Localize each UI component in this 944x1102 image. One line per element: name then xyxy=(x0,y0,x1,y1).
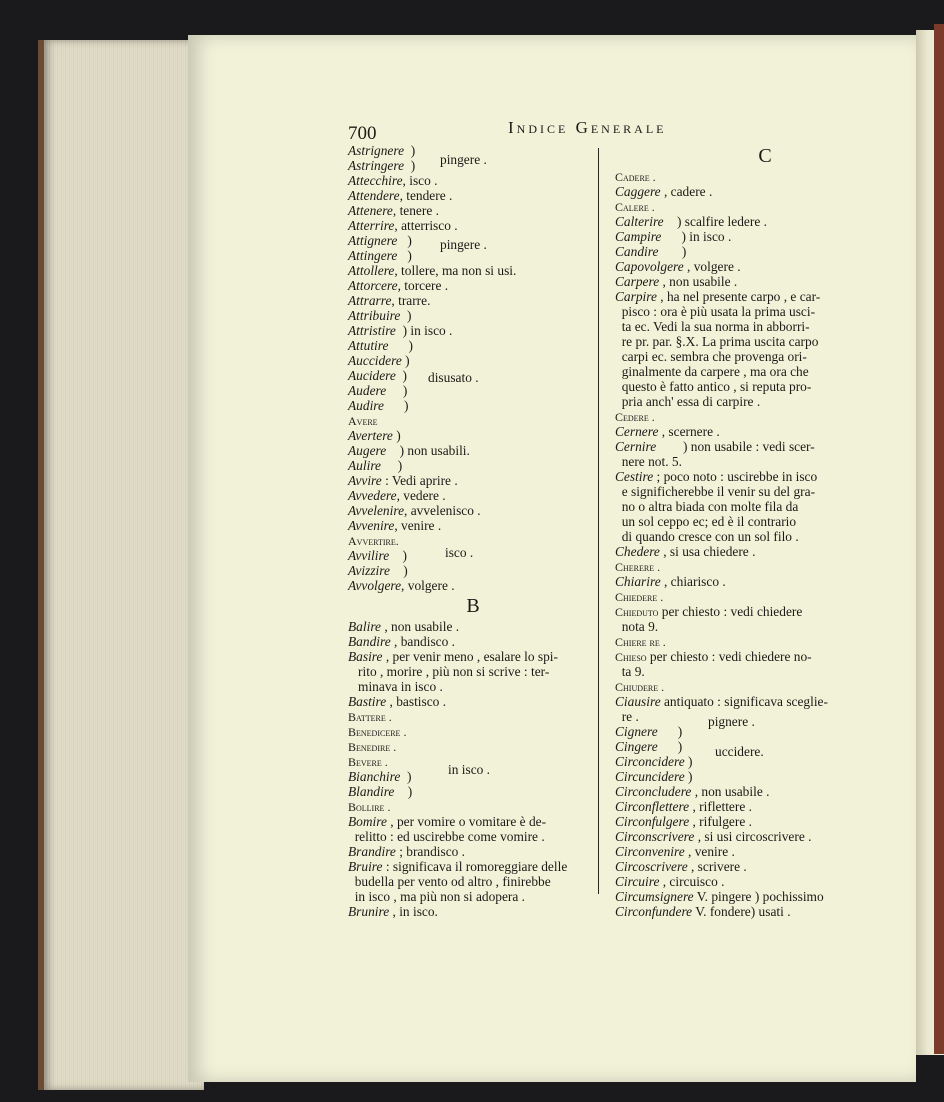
entry-gloss: ) non usabile : vedi scer- xyxy=(656,439,815,454)
entry-gloss: pisco : ora è più usata la prima usci- xyxy=(615,304,816,319)
index-entry xyxy=(348,323,598,338)
entry-headword: Attenere xyxy=(348,203,393,218)
index-entry xyxy=(348,473,598,488)
entry-headword: Cernire xyxy=(615,439,657,454)
brace-note: uccidere. xyxy=(715,744,764,759)
index-entry xyxy=(348,829,598,844)
entry-headword: Audere xyxy=(348,383,387,398)
index-entry xyxy=(348,904,598,919)
index-entry xyxy=(615,289,915,304)
entry-gloss: , atterrisco . xyxy=(394,218,458,233)
entry-headword: Bandire xyxy=(348,634,391,649)
entry-gloss: ; poco noto : uscirebbe in isco xyxy=(653,469,818,484)
entry-gloss: , cadere . xyxy=(660,184,713,199)
entry-gloss: , scrivere . xyxy=(687,859,747,874)
index-entry xyxy=(615,679,915,694)
entry-headword-smallcaps: Benedire . xyxy=(348,740,397,754)
entry-gloss: questo è fatto antico , si reputa pro- xyxy=(615,379,812,394)
entry-gloss: , tenere . xyxy=(392,203,439,218)
entry-gloss: ) xyxy=(684,754,693,769)
entry-headword: Astringere xyxy=(348,158,405,173)
index-entry xyxy=(348,278,598,293)
entry-gloss: , si usa chiedere . xyxy=(659,544,756,559)
entry-headword-smallcaps: Bollire . xyxy=(348,800,391,814)
brace-note: disusato . xyxy=(428,370,479,385)
entry-list-a xyxy=(348,143,598,593)
index-entry xyxy=(615,484,915,499)
entry-headword: Circumsignere xyxy=(615,889,694,904)
index-entry xyxy=(615,334,915,349)
index-entry xyxy=(348,458,598,473)
index-entry xyxy=(615,394,915,409)
entry-headword: Avvelenire xyxy=(348,503,405,518)
entry-headword: Circonflettere xyxy=(615,799,690,814)
entry-headword-smallcaps: Benedicere . xyxy=(348,725,407,739)
section-letter-b: B xyxy=(466,595,480,617)
index-entry xyxy=(615,784,915,799)
entry-headword-smallcaps: Cedere . xyxy=(615,410,655,424)
entry-gloss: , volgere . xyxy=(683,259,741,274)
index-entry xyxy=(615,724,915,739)
entry-headword: Circoncidere xyxy=(615,754,685,769)
entry-headword: Attristire xyxy=(348,323,396,338)
entry-gloss: , non usabile . xyxy=(380,619,460,634)
left-column xyxy=(348,143,598,919)
index-entry xyxy=(615,754,915,769)
index-entry xyxy=(615,214,915,229)
entry-gloss: ) xyxy=(684,769,693,784)
entry-gloss: ) xyxy=(401,353,410,368)
entry-headword: Circonscrivere xyxy=(615,829,695,844)
entry-gloss: ) xyxy=(657,724,683,739)
index-entry xyxy=(615,259,915,274)
entry-gloss: : Vedi aprire . xyxy=(381,473,458,488)
brace-note: pignere . xyxy=(708,714,755,729)
entry-gloss: ta 9. xyxy=(615,664,645,679)
index-entry xyxy=(348,398,598,413)
index-entry xyxy=(348,443,598,458)
entry-gloss: ) xyxy=(380,458,403,473)
index-entry xyxy=(348,293,598,308)
entry-headword: Avvenire xyxy=(348,518,395,533)
entry-gloss: , non usabile . xyxy=(691,784,770,799)
entry-headword: Attecchire xyxy=(348,173,403,188)
entry-headword: Capovolgere xyxy=(615,259,684,274)
entry-headword: Auccidere xyxy=(348,353,402,368)
entry-gloss: , venire . xyxy=(684,844,735,859)
index-entry xyxy=(348,844,598,859)
entry-gloss: ) scalfire ledere . xyxy=(663,214,767,229)
entry-gloss: ginalmente da carpere , ma ora che xyxy=(615,364,809,379)
index-entry xyxy=(615,349,915,364)
index-entry xyxy=(615,889,915,904)
brace-note: in isco . xyxy=(448,762,491,777)
entry-gloss: ) xyxy=(389,563,408,578)
entry-headword: Cignere xyxy=(615,724,658,739)
index-entry xyxy=(348,188,598,203)
index-entry xyxy=(615,604,915,619)
entry-headword-smallcaps: Chiedere . xyxy=(615,590,664,604)
index-entry xyxy=(348,218,598,233)
entry-headword: Avvilire xyxy=(348,548,390,563)
entry-gloss: minava in isco . xyxy=(348,679,443,694)
entry-gloss: ) xyxy=(397,233,412,248)
entry-headword: Augere xyxy=(348,443,387,458)
entry-headword: Balire xyxy=(348,619,381,634)
entry-headword-smallcaps: Bevere . xyxy=(348,755,388,769)
entry-gloss: , in isco. xyxy=(389,904,438,919)
entry-headword-smallcaps: Avvertire. xyxy=(348,534,399,548)
entry-headword: Bianchire xyxy=(348,769,401,784)
entry-gloss: , volgere . xyxy=(401,578,455,593)
entry-gloss: , chiarisco . xyxy=(660,574,726,589)
index-entry xyxy=(348,664,598,679)
entry-list-c xyxy=(615,169,915,919)
brace-note: isco . xyxy=(445,545,474,560)
entry-gloss: V. fondere) usati . xyxy=(692,904,791,919)
entry-headword-smallcaps: Avere xyxy=(348,414,378,428)
entry-headword: Attorcere xyxy=(348,278,398,293)
index-entry xyxy=(615,274,915,289)
index-entry xyxy=(615,694,915,709)
entry-headword: Brandire xyxy=(348,844,396,859)
index-entry xyxy=(615,874,915,889)
index-entry xyxy=(615,559,915,574)
entry-gloss: ) xyxy=(400,769,412,784)
entry-gloss: , riflettere . xyxy=(689,799,752,814)
entry-headword: Caggere xyxy=(615,184,661,199)
entry-headword: Carpire xyxy=(615,289,657,304)
entry-gloss: V. pingere ) pochissimo xyxy=(693,889,824,904)
index-entry xyxy=(615,589,915,604)
index-entry xyxy=(348,679,598,694)
entry-gloss: , si usi circoscrivere . xyxy=(694,829,812,844)
entry-gloss: nere not. 5. xyxy=(615,454,682,469)
entry-headword: Circuncidere xyxy=(615,769,685,784)
index-entry xyxy=(348,503,598,518)
entry-headword: Atterrire xyxy=(348,218,395,233)
entry-gloss: un sol ceppo ec; ed è il contrario xyxy=(615,514,797,529)
entry-gloss: antiquato : significava sceglie- xyxy=(660,694,828,709)
entry-headword: Circoscrivere xyxy=(615,859,688,874)
entry-gloss: , vedere . xyxy=(396,488,446,503)
entry-headword-smallcaps: Chiudere . xyxy=(615,680,665,694)
entry-gloss: : significava il romoreggiare delle xyxy=(382,859,568,874)
entry-headword: Attendere xyxy=(348,188,400,203)
entry-headword: Avizzire xyxy=(348,563,390,578)
entry-gloss: ) xyxy=(657,739,683,754)
index-entry xyxy=(348,799,598,814)
entry-headword: Circonfulgere xyxy=(615,814,690,829)
index-entry xyxy=(348,413,598,428)
index-entry xyxy=(615,499,915,514)
entry-gloss: pria anch' essa di carpire . xyxy=(615,394,761,409)
entry-gloss: ) in isco . xyxy=(661,229,732,244)
index-entry xyxy=(348,383,598,398)
entry-gloss: relitto : ed uscirebbe come vomire . xyxy=(348,829,545,844)
entry-gloss: , rifulgere . xyxy=(689,814,752,829)
entry-gloss: re . xyxy=(615,709,639,724)
index-entry xyxy=(615,379,915,394)
page-number: 700 xyxy=(348,123,377,144)
running-head: Indice Generale xyxy=(508,118,667,137)
index-entry xyxy=(348,634,598,649)
entry-gloss: no o altra biada con molte fila da xyxy=(615,499,799,514)
section-letter-c: C xyxy=(758,145,772,167)
index-entry xyxy=(348,173,598,188)
entry-headword-smallcaps: Battere . xyxy=(348,710,392,724)
entry-headword: Ciausire xyxy=(615,694,661,709)
index-entry xyxy=(348,739,598,754)
index-entry xyxy=(348,488,598,503)
index-entry xyxy=(615,304,915,319)
entry-headword: Cingere xyxy=(615,739,658,754)
entry-gloss: ) xyxy=(404,143,416,158)
index-entry xyxy=(348,518,598,533)
index-entry xyxy=(615,709,915,724)
entry-gloss: , tendere . xyxy=(399,188,453,203)
entry-headword: Astrignere xyxy=(348,143,405,158)
entry-headword: Aucidere xyxy=(348,368,396,383)
entry-headword: Attignere xyxy=(348,233,398,248)
index-entry xyxy=(348,649,598,664)
entry-gloss: ) xyxy=(404,158,416,173)
entry-headword-smallcaps: Chiere re . xyxy=(615,635,666,649)
entry-gloss: per chiesto : vedi chiedere no- xyxy=(646,649,812,664)
entry-headword-smallcaps: Chieduto xyxy=(615,605,659,619)
entry-gloss: ) non usabili. xyxy=(386,443,470,458)
index-entry xyxy=(348,308,598,323)
index-entry xyxy=(348,874,598,889)
index-entry xyxy=(348,203,598,218)
index-entry xyxy=(615,799,915,814)
entry-headword: Carpere xyxy=(615,274,660,289)
index-entry xyxy=(615,544,915,559)
entry-gloss: , tollere, ma non si usi. xyxy=(394,263,517,278)
entry-headword: Chedere xyxy=(615,544,660,559)
index-entry xyxy=(615,229,915,244)
entry-headword: Basire xyxy=(348,649,383,664)
entry-gloss: ) xyxy=(388,338,413,353)
entry-headword: Cernere xyxy=(615,424,659,439)
index-entry xyxy=(615,439,915,454)
index-entry xyxy=(615,454,915,469)
index-entry xyxy=(615,469,915,484)
brace-note: pingere . xyxy=(440,237,487,252)
entry-gloss: e significherebbe il venir su del gra- xyxy=(615,484,816,499)
entry-headword: Campire xyxy=(615,229,662,244)
index-entry xyxy=(615,664,915,679)
index-entry xyxy=(615,814,915,829)
index-entry xyxy=(615,169,915,184)
entry-gloss: budella per vento od altro , finirebbe xyxy=(348,874,551,889)
index-entry xyxy=(615,424,915,439)
index-entry xyxy=(615,364,915,379)
entry-headword: Calterire xyxy=(615,214,664,229)
entry-gloss: , scernere . xyxy=(658,424,720,439)
entry-gloss: nota 9. xyxy=(615,619,659,634)
right-column xyxy=(615,143,915,919)
index-entry xyxy=(615,574,915,589)
index-entry xyxy=(348,428,598,443)
entry-gloss: ta ec. Vedi la sua norma in abborri- xyxy=(615,319,810,334)
index-entry xyxy=(348,709,598,724)
entry-headword: Circonfundere xyxy=(615,904,693,919)
index-entry xyxy=(348,694,598,709)
entry-headword: Avvedere xyxy=(348,488,397,503)
page-edges xyxy=(38,40,204,1090)
index-entry xyxy=(348,859,598,874)
entry-gloss: , per venir meno , esalare lo spi- xyxy=(382,649,558,664)
brace-note: pingere . xyxy=(440,152,487,167)
entry-gloss: , avvelenisco . xyxy=(404,503,481,518)
index-entry xyxy=(348,784,598,799)
entry-headword: Attrarre xyxy=(348,293,392,308)
index-entry xyxy=(348,619,598,634)
entry-gloss: re pr. par. §.X. La prima uscita carpo xyxy=(615,334,819,349)
entry-gloss: ) xyxy=(383,398,409,413)
index-entry xyxy=(348,563,598,578)
index-entry xyxy=(348,353,598,368)
index-entry xyxy=(348,338,598,353)
entry-headword: Bomire xyxy=(348,814,387,829)
entry-gloss: , circuisco . xyxy=(659,874,725,889)
index-entry xyxy=(348,814,598,829)
entry-headword: Bastire xyxy=(348,694,387,709)
entry-gloss: ) in isco . xyxy=(395,323,453,338)
entry-headword-smallcaps: Cherere . xyxy=(615,560,661,574)
index-entry xyxy=(615,319,915,334)
index-entry xyxy=(615,634,915,649)
entry-gloss: , non usabile . xyxy=(659,274,738,289)
entry-headword: Circonvenire xyxy=(615,844,685,859)
index-entry xyxy=(348,889,598,904)
entry-headword: Cestire xyxy=(615,469,654,484)
entry-gloss: , trarre. xyxy=(391,293,431,308)
entry-gloss: per chiesto : vedi chiedere xyxy=(658,604,803,619)
index-entry xyxy=(615,184,915,199)
entry-headword: Attutire xyxy=(348,338,389,353)
entry-gloss: ) xyxy=(658,244,687,259)
entry-gloss: carpi ec. sembra che provenga ori- xyxy=(615,349,807,364)
entry-gloss: ) xyxy=(397,248,412,263)
entry-gloss: di quando cresce con un sol filo . xyxy=(615,529,799,544)
entry-headword: Attollere xyxy=(348,263,395,278)
entry-headword: Attingere xyxy=(348,248,398,263)
entry-gloss: , isco . xyxy=(402,173,438,188)
entry-headword: Chiarire xyxy=(615,574,661,589)
index-entry xyxy=(615,244,915,259)
index-entry xyxy=(615,409,915,424)
entry-gloss: , bastisco . xyxy=(386,694,447,709)
entry-headword: Attribuire xyxy=(348,308,401,323)
book-cover-edge xyxy=(934,24,944,1054)
entry-gloss: rito , morire , più non si scrive : ter- xyxy=(348,664,550,679)
entry-gloss: , torcere . xyxy=(397,278,449,293)
index-entry xyxy=(615,514,915,529)
index-entry xyxy=(615,859,915,874)
index-entry xyxy=(348,578,598,593)
entry-headword: Audire xyxy=(348,398,384,413)
entry-headword: Avertere xyxy=(348,428,393,443)
entry-headword: Circoncludere xyxy=(615,784,692,799)
entry-gloss: , bandisco . xyxy=(390,634,455,649)
entry-gloss: , venire . xyxy=(394,518,442,533)
entry-gloss: ) xyxy=(394,784,413,799)
index-entry xyxy=(615,529,915,544)
column-rule xyxy=(598,148,599,894)
entry-headword-smallcaps: Calere . xyxy=(615,200,655,214)
index-entry xyxy=(615,844,915,859)
index-entry xyxy=(615,769,915,784)
entry-headword: Circuire xyxy=(615,874,660,889)
entry-gloss: ) xyxy=(392,428,401,443)
entry-headword: Blandire xyxy=(348,784,395,799)
index-entry xyxy=(348,263,598,278)
entry-headword-smallcaps: Chieso xyxy=(615,650,647,664)
entry-headword: Candire xyxy=(615,244,659,259)
entry-gloss: ) xyxy=(386,383,408,398)
entry-headword: Bruire xyxy=(348,859,383,874)
entry-headword-smallcaps: Cadere . xyxy=(615,170,656,184)
entry-gloss: in isco , ma più non si adopera . xyxy=(348,889,526,904)
entry-headword: Avvolgere xyxy=(348,578,402,593)
entry-gloss: ; brandisco . xyxy=(395,844,466,859)
index-entry xyxy=(615,739,915,754)
index-entry xyxy=(615,829,915,844)
index-entry xyxy=(348,724,598,739)
entry-headword: Brunire xyxy=(348,904,390,919)
entry-gloss: , per vomire o vomitare è de- xyxy=(386,814,547,829)
entry-gloss: ) xyxy=(400,308,412,323)
entry-gloss: , ha nel presente carpo , e car- xyxy=(656,289,821,304)
index-entry xyxy=(615,649,915,664)
entry-gloss: ) xyxy=(395,368,407,383)
entry-headword: Avvire xyxy=(348,473,382,488)
index-entry xyxy=(615,904,915,919)
entry-gloss: ) xyxy=(389,548,408,563)
index-entry xyxy=(615,199,915,214)
entry-headword: Aulire xyxy=(348,458,381,473)
index-entry xyxy=(615,619,915,634)
